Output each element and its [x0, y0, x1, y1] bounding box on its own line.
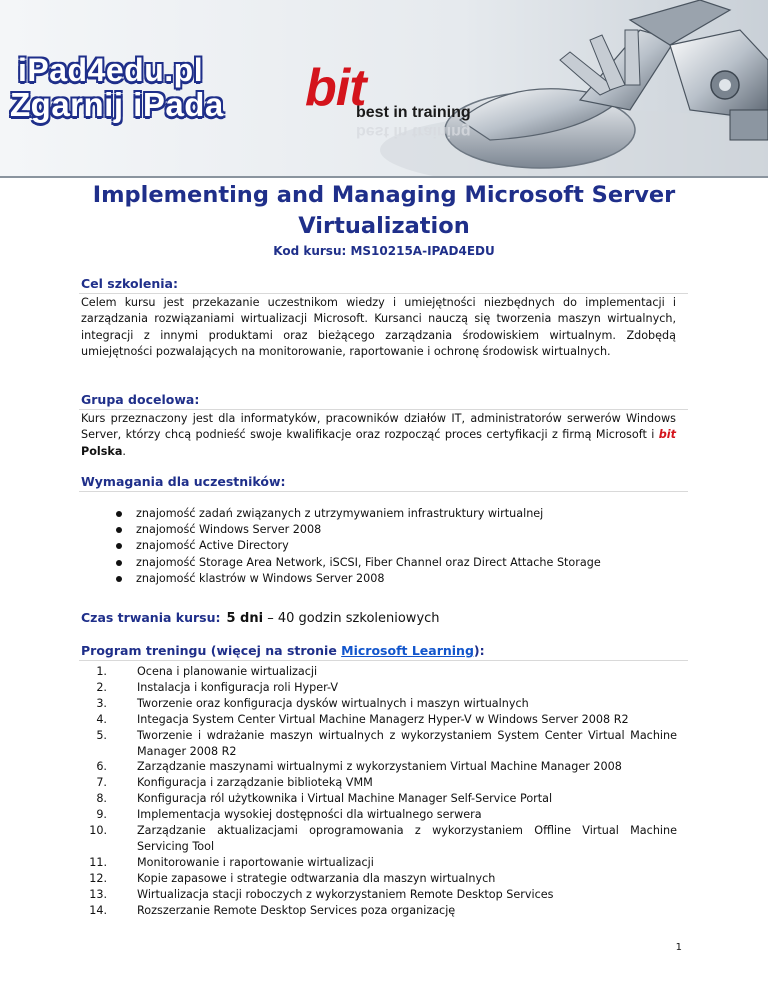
program-divider — [79, 660, 688, 661]
bullet-icon — [116, 560, 122, 566]
duration-days: 5 dni — [226, 611, 264, 626]
item-number: 2. — [96, 680, 107, 694]
list-item-text: Zarządzanie aktualizacjami oprogramowania z wykorzystaniem Offline Virtual Machine Servicing Tool — [137, 824, 677, 853]
audience-brand-suffix: Polska — [81, 444, 123, 458]
bit-tagline: best in training — [356, 104, 471, 121]
program-heading-end: ): — [473, 643, 485, 658]
duration-hours: – 40 godzin szkoleniowych — [263, 611, 440, 626]
program-heading — [81, 643, 485, 658]
list-item — [81, 903, 677, 919]
list-item-text: Rozszerzanie Remote Desktop Services poza organizację — [137, 903, 456, 917]
list-item — [81, 791, 677, 807]
list-item-text: znajomość zadań związanych z utrzymywaniem infrastruktury wirtualnej — [136, 507, 544, 520]
audience-heading: Grupa docelowa: — [81, 392, 200, 407]
audience-divider — [79, 409, 688, 410]
robot-hand-mouse-graphic — [430, 0, 768, 178]
list-item — [81, 775, 677, 791]
list-item — [81, 506, 601, 522]
item-number: 12. — [89, 871, 107, 885]
microsoft-learning-link[interactable]: Microsoft Learning — [341, 643, 474, 658]
header-banner — [0, 0, 768, 178]
list-item — [81, 696, 677, 712]
list-item-text: znajomość Windows Server 2008 — [136, 523, 322, 537]
list-item — [81, 728, 677, 760]
item-number: 4. — [96, 712, 107, 726]
item-number: 6. — [96, 760, 107, 774]
course-code: Kod kursu: MS10215A-IPAD4EDU — [273, 244, 495, 258]
duration-line — [81, 610, 440, 626]
list-item-text: Konfiguracja i zarządzanie biblioteką VMM — [137, 776, 373, 790]
list-item-text: Implementacja wysokiej dostępności dla wirtualnego serwera — [137, 808, 482, 822]
list-item-text: Konfiguracja ról użytkownika i Virtual Machine Manager Self-Service Portal — [137, 792, 553, 806]
requirements-heading: Wymagania dla uczestników: — [81, 474, 286, 489]
list-item — [81, 855, 677, 871]
item-number: 3. — [96, 696, 107, 710]
bullet-icon — [116, 511, 122, 517]
list-item-text: Monitorowanie i raportowanie wirtualizacji — [137, 855, 374, 869]
item-number: 14. — [89, 903, 107, 917]
list-item-text: znajomość Storage Area Network, iSCSI, Fiber Channel oraz Direct Attache Storage — [136, 555, 601, 569]
list-item-text: Instalacja i konfiguracja roli Hyper-V — [137, 680, 339, 694]
program-topic-list — [81, 664, 677, 919]
audience-text-main: Kurs przeznaczony jest dla informatyków, pracowników działów IT, administratorów serwerów Windows Server, którzy chcą podnieść swoje kwalifikacje oraz rozpocząć proces certyfikacji z firmą Microsoft i — [81, 412, 676, 442]
duration-label: Czas trwania kursu: — [81, 610, 221, 625]
requirements-divider — [79, 491, 688, 492]
bullet-icon — [116, 527, 122, 533]
goal-divider — [79, 293, 688, 294]
course-title: Implementing and Managing Microsoft Server Virtualization — [92, 182, 676, 239]
bit-tagline-reflection: best in training — [356, 123, 471, 140]
list-item — [81, 807, 677, 823]
item-number: 13. — [89, 887, 107, 901]
requirements-list — [81, 506, 601, 587]
list-item — [81, 759, 677, 775]
list-item-text: Wirtualizacja stacji roboczych z wykorzystaniem Remote Desktop Services — [137, 887, 554, 901]
list-item — [81, 522, 601, 538]
item-number: 5. — [96, 728, 107, 742]
program-heading-text: Program treningu (więcej na stronie — [81, 643, 342, 658]
list-item — [81, 823, 677, 855]
goal-heading: Cel szkolenia: — [81, 276, 178, 291]
list-item-text: Tworzenie i wdrażanie maszyn wirtualnych z wykorzystaniem System Center Virtual Machine Manager 2008 R2 — [137, 728, 677, 758]
list-item — [81, 538, 601, 554]
list-item — [81, 664, 677, 680]
list-item — [81, 887, 677, 903]
audience-brand-bit: bit — [658, 428, 676, 442]
audience-text — [81, 411, 676, 460]
item-number: 8. — [96, 792, 107, 806]
item-number: 7. — [96, 776, 107, 790]
list-item-text: Integacja System Center Virtual Machine Managerz Hyper-V w Windows Server 2008 R2 — [137, 712, 629, 726]
list-item-text: Ocena i planowanie wirtualizacji — [137, 665, 318, 678]
list-item-text: Zarządzanie maszynami wirtualnymi z wykorzystaniem Virtual Machine Manager 2008 — [137, 760, 622, 774]
list-item — [81, 871, 677, 887]
bullet-icon — [116, 576, 122, 582]
item-number: 9. — [96, 808, 107, 822]
item-number: 11. — [89, 855, 107, 869]
list-item-text: Kopie zapasowe i strategie odtwarzania dla maszyn wirtualnych — [137, 871, 496, 885]
list-item-text: znajomość Active Directory — [136, 539, 289, 553]
list-item — [81, 680, 677, 696]
page-number: 1 — [675, 942, 682, 953]
list-item-text: znajomość klastrów w Windows Server 2008 — [136, 571, 385, 585]
item-number: 1. — [96, 665, 107, 678]
item-number: 10. — [89, 824, 107, 838]
list-item — [81, 712, 677, 728]
list-item-text: Tworzenie oraz konfiguracja dysków wirtualnych i maszyn wirtualnych — [137, 696, 529, 710]
bullet-icon — [116, 543, 122, 549]
list-item — [81, 555, 601, 571]
bit-brand-logo: bit — [305, 59, 366, 117]
audience-text-end: . — [122, 444, 126, 458]
ipad4edu-logo-line1: iPad4edu.pl — [18, 52, 204, 88]
ipad4edu-logo-line2: Zgarnij iPada — [10, 86, 224, 123]
list-item — [81, 571, 601, 587]
goal-text: Celem kursu jest przekazanie uczestnikom wiedzy i umiejętności niezbędnych do implementacji i zarządzania rozwiązaniami wirtualizacji Microsoft. Kursanci nauczą się tworzenia maszyn wirtualnych, integracji z innymi produktami oraz bieżącego zarządzania środowiskiem wirtualnym. Zdobędą umiejętności pozwalających na monitorowanie, raportowanie i ochronę środowisk wirtualnych. — [81, 296, 676, 359]
